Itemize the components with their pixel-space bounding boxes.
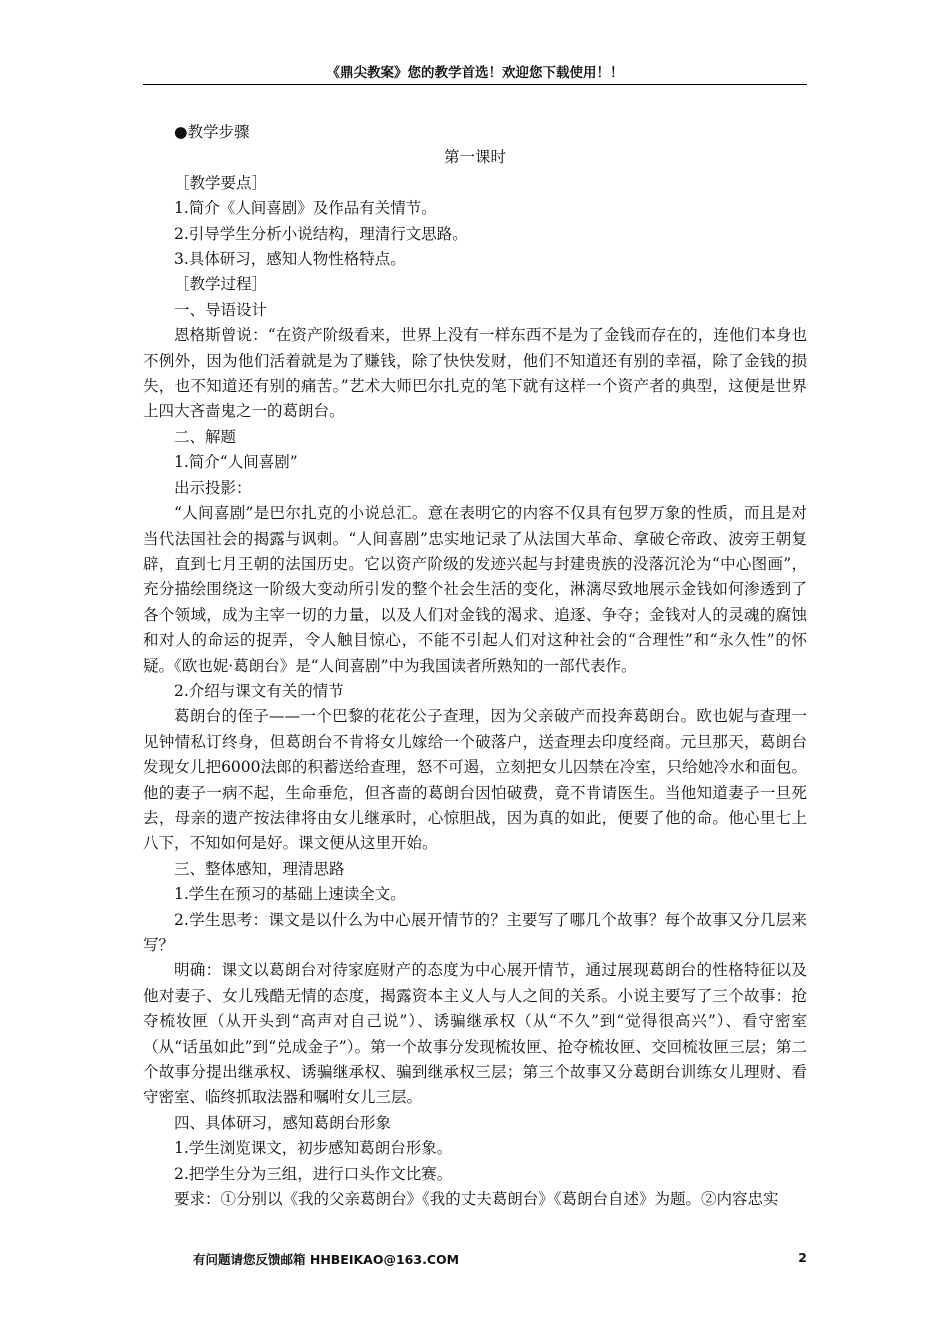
footer-contact: 有问题请您反馈邮箱 HHBEIKAO@163.COM: [193, 1252, 460, 1267]
page-footer: [143, 1250, 807, 1270]
paragraph: 2.把学生分为三组，进行口头作文比赛。: [174, 1164, 453, 1183]
paragraph: 3.具体研习，感知人物性格特点。: [174, 250, 406, 269]
paragraph: 1.学生在预习的基础上速读全文。: [174, 885, 406, 904]
paragraph: 1.简介《人间喜剧》及作品有关情节。: [174, 199, 437, 218]
paragraph: 第一课时: [443, 148, 506, 167]
paragraph: 1.简介“人间喜剧”: [174, 453, 298, 472]
paragraph: 三、整体感知，理清思路: [174, 859, 345, 878]
paragraph: 2.学生思考：课文是以什么为中心展开情节的？主要写了哪几个故事？每个故事又分几层来写？: [143, 910, 807, 954]
document-body: [143, 120, 807, 1212]
paragraph: 1.学生浏览课文，初步感知葛朗台形象。: [174, 1139, 453, 1158]
paragraph: 四、具体研习，感知葛朗台形象: [174, 1113, 392, 1132]
paragraph: ［教学要点］: [174, 173, 268, 192]
paragraph: 2.介绍与课文有关的情节: [174, 681, 344, 700]
paragraph: 出示投影：: [174, 478, 252, 497]
paragraph: 明确：课文以葛朗台对待家庭财产的态度为中心展开情节，通过展现葛朗台的性格特征以及他对妻子、女儿残酷无情的态度，揭露资本主义人与人之间的关系。小说主要写了三个故事：抢夺梳妆匣（从开头到“高声对自己说”）、诱骗继承权（从“不久”到“觉得很高兴”）、看守密室（从“话虽如此”到“兑成金子”）。第一个故事分发现梳妆匣、抢夺梳妆匣、交回梳妆匣三层；第二个故事分提出继承权、诱骗继承权、骗到继承权三层；第三个故事又分葛朗台训练女儿理财、看守密室、临终抓取法器和嘱咐女儿三层。: [143, 961, 807, 1107]
paragraph: 要求：①分别以《我的父亲葛朗台》《我的丈夫葛朗台》《葛朗台自述》为题。②内容忠实: [174, 1190, 779, 1209]
paragraph: 二、解题: [174, 427, 237, 446]
page-header: 《鼎尖教案》您的教学首选！欢迎您下载使用！！: [143, 62, 807, 85]
paragraph: ［教学过程］: [174, 275, 268, 294]
paragraph: 一、导语设计: [174, 300, 268, 319]
paragraph: 葛朗台的侄子——一个巴黎的花花公子查理，因为父亲破产而投奔葛朗台。欧也妮与查理一见钟情私订终身，但葛朗台不肯将女儿嫁给一个破落户，送查理去印度经商。元旦那天，葛朗台发现女儿把6000法郎的积蓄送给查理，怒不可遏，立刻把女儿囚禁在冷室，只给她冷水和面包。他的妻子一病不起，生命垂危，但吝啬的葛朗台因怕破费，竟不肯请医生。当他知道妻子一旦死去，母亲的遗产按法律将由女儿继承时，心惊胆战，因为真的如此，便要了他的命。他心里七上八下，不知如何是好。课文便从这里开始。: [143, 707, 807, 853]
page-number: 2: [798, 1250, 807, 1265]
paragraph: 恩格斯曾说：“在资产阶级看来，世界上没有一样东西不是为了金钱而存在的，连他们本身也不例外，因为他们活着就是为了赚钱，除了快快发财，他们不知道还有别的幸福，除了金钱的损失，也不知道还有别的痛苦。”艺术大师巴尔扎克的笔下就有这样一个资产者的典型，这便是世界上四大吝啬鬼之一的葛朗台。: [143, 326, 807, 421]
paragraph: “人间喜剧”是巴尔扎克的小说总汇。意在表明它的内容不仅具有包罗万象的性质，而且是对当代法国社会的揭露与讽刺。“人间喜剧”忠实地记录了从法国大革命、拿破仑帝政、波旁王朝复辟，直到七月王朝的法国历史。它以资产阶级的发迹兴起与封建贵族的没落沉沦为“中心图画”，充分描绘围绕这一阶级大变动所引发的整个社会生活的变化，淋漓尽致地展示金钱如何渗透到了各个领域，成为主宰一切的力量，以及人们对金钱的渴求、追逐、争夺；金钱对人的灵魂的腐蚀和对人的命运的捉弄，令人触目惊心，不能不引起人们对这种社会的“合理性”和“永久性”的怀疑。《欧也妮·葛朗台》是“人间喜剧”中为我国读者所熟知的一部代表作。: [143, 504, 807, 675]
paragraph: ●教学步骤: [174, 123, 250, 141]
paragraph: 2.引导学生分析小说结构，理清行文思路。: [174, 224, 468, 243]
